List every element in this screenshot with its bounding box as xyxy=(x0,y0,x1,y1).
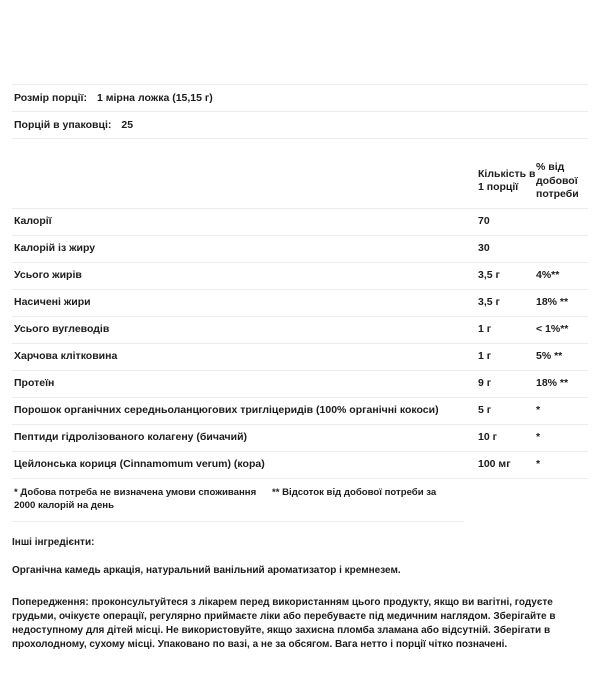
nutrient-daily-value: 18% ** xyxy=(536,296,569,308)
header-amount-per-serving: Кількість в 1 порції xyxy=(478,167,536,194)
nutrient-daily-value: * xyxy=(536,404,541,416)
nutrient-amount: 3,5 г xyxy=(478,269,500,281)
warning-text: Попередження: проконсультуйтеся з лікарем перед використанням цього продукту, якщо ви вагітні, годуєте грудьми, очікуєте операції, регулярно приймаєте ліки або перебуваєте під медичним наглядом. Зберігайте в недоступному для дітей місці. Не використовуйте, якщо захисна пломба зламана або відсутній. Зберігати в прохолодному, сухому місці. Упаковано по вазі, а не за обсягом. Вага нетто і порції чітко позначені. xyxy=(12,596,556,651)
facts-table-body xyxy=(12,85,588,479)
header-daily-value: % від добової потреби xyxy=(536,161,579,200)
footnote-single-asterisk: * Добова потреба не визначена умови споживання 2000 калорій на день xyxy=(14,486,257,511)
nutrient-amount: 3,5 г xyxy=(478,296,500,308)
nutrient-name: Цейлонська кориця (Cinnamomum verum) (кора) xyxy=(14,458,265,470)
serving-size-value: 1 мірна ложка (15,15 г) xyxy=(96,91,213,104)
nutrient-name: Протеїн xyxy=(14,377,55,389)
nutrient-daily-value: < 1%** xyxy=(536,323,569,335)
nutrient-name: Насичені жири xyxy=(14,296,91,308)
nutrient-name: Усього вуглеводів xyxy=(14,323,110,335)
nutrient-daily-value: 4%** xyxy=(536,269,560,281)
nutrient-amount: 1 г xyxy=(478,323,492,335)
serving-size-label: Розмір порції: xyxy=(14,91,87,104)
nutrient-daily-value: 18% ** xyxy=(536,377,569,389)
nutrient-daily-value: 5% ** xyxy=(536,350,563,362)
table-row xyxy=(12,316,588,343)
nutrition-facts-table xyxy=(12,84,588,479)
nutrient-name: Калорії xyxy=(14,215,52,227)
table-spacer-row xyxy=(12,139,588,156)
nutrient-name: Пептиди гідролізованого колагену (бичачий) xyxy=(14,431,248,443)
servings-per-container-label: Порцій в упаковці: xyxy=(14,118,112,131)
nutrient-amount: 100 мг xyxy=(478,458,511,470)
nutrient-amount: 5 г xyxy=(478,404,492,416)
nutrient-daily-value: * xyxy=(536,431,541,443)
footnotes-block xyxy=(12,479,464,522)
other-ingredients-label: Інші інгредієнти: xyxy=(12,536,95,548)
nutrient-name: Порошок органічних середньоланцюгових тригліцеридів (100% органічні кокоси) xyxy=(14,404,439,416)
footnote-double-asterisk: ** Відсоток від добової потреби за xyxy=(272,486,437,498)
table-header-row xyxy=(12,155,588,208)
table-row xyxy=(12,451,588,478)
nutrient-name: Усього жирів xyxy=(14,269,82,281)
header-nutrient xyxy=(12,175,478,187)
nutrient-amount: 10 г xyxy=(478,431,497,443)
nutrient-amount: 70 xyxy=(478,215,490,227)
nutrient-amount: 30 xyxy=(478,242,490,254)
nutrient-daily-value xyxy=(536,215,588,228)
servings-per-container-value: 25 xyxy=(121,118,134,131)
nutrient-name: Калорій із жиру xyxy=(14,242,96,254)
table-row xyxy=(12,262,588,289)
table-row xyxy=(12,343,588,370)
nutrition-facts-panel xyxy=(0,84,600,684)
table-row xyxy=(12,208,588,235)
servings-per-container-row xyxy=(12,112,588,139)
table-row xyxy=(12,397,588,424)
nutrient-daily-value: * xyxy=(536,458,541,470)
nutrient-name: Харчова клітковина xyxy=(14,350,118,362)
table-row xyxy=(12,370,588,397)
serving-size-row xyxy=(12,85,588,112)
nutrient-amount: 9 г xyxy=(478,377,492,389)
nutrient-daily-value xyxy=(536,242,588,255)
nutrient-amount: 1 г xyxy=(478,350,492,362)
other-ingredients-text: Органічна камедь аркація, натуральний ванільний ароматизатор і кремнезем. xyxy=(12,564,401,576)
table-row xyxy=(12,424,588,451)
table-row xyxy=(12,235,588,262)
table-row xyxy=(12,289,588,316)
